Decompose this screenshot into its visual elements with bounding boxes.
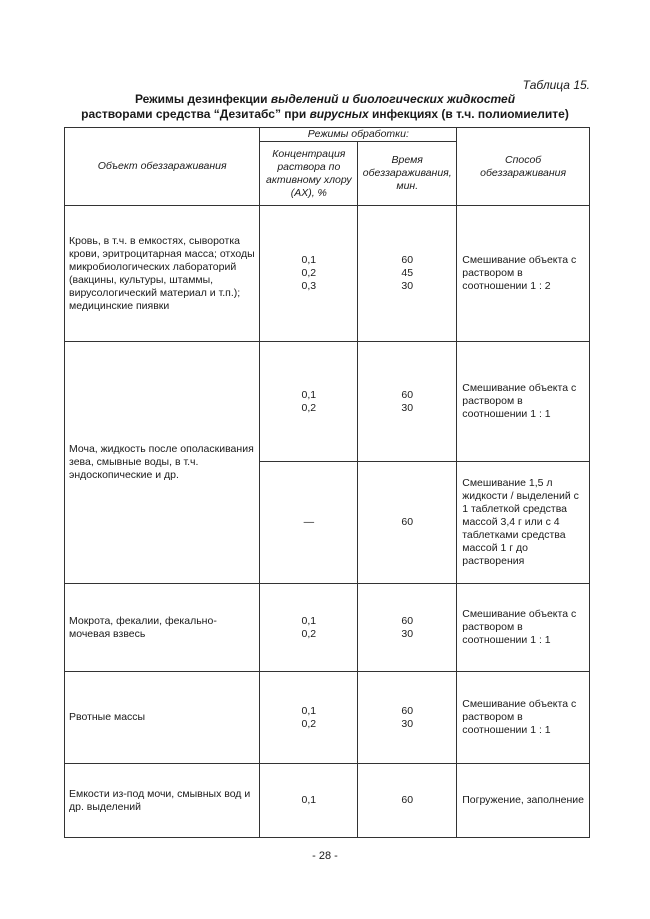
title-line-1: Режимы дезинфекции выделений и биологических жидкостей: [134, 92, 516, 106]
table-row: [65, 206, 590, 342]
row-object: Рвотные массы: [65, 672, 260, 764]
row-method: Погружение, заполнение: [457, 764, 590, 838]
table-number: Таблица 15.: [522, 78, 590, 92]
row-time: 60 30: [358, 672, 457, 764]
header-object: Объект обеззараживания: [65, 128, 260, 206]
row-time: 60 30: [358, 342, 457, 462]
table-title: [70, 92, 580, 122]
table-row: [65, 764, 590, 838]
row-concentration: 0,1 0,2 0,3: [260, 206, 358, 342]
row-time: 60 45 30: [358, 206, 457, 342]
header-time: Время обеззараживания, мин.: [358, 142, 457, 206]
row-method: Смешивание объекта с раствором в соотношении 1 : 2: [457, 206, 590, 342]
row-method: Смешивание объекта с раствором в соотношении 1 : 1: [457, 672, 590, 764]
row-time: 60 30: [358, 584, 457, 672]
row-concentration: 0,1: [260, 764, 358, 838]
header-regimes: Режимы обработки:: [260, 128, 457, 142]
row-object: Кровь, в т.ч. в емкостях, сыворотка крови, эритроцитарная масса; отходы микробиологических лабораторий (вакцины, культуры, штаммы, вирусологический материал и т.п.); медицинские пиявки: [65, 206, 260, 342]
disinfection-table: [64, 127, 590, 838]
row-time: 60: [358, 462, 457, 584]
row-object: Мокрота, фекалии, фекально-мочевая взвесь: [65, 584, 260, 672]
header-method: Способ обеззараживания: [457, 128, 590, 206]
row-object: Моча, жидкость после ополаскивания зева, смывные воды, в т.ч. эндоскопические и др.: [65, 342, 260, 584]
title-line-2: растворами средства “Дезитабс” при вирусных инфекциях (в т.ч. полиомиелите): [81, 107, 569, 121]
table-row: [65, 342, 590, 462]
table-row: [65, 672, 590, 764]
table-row: [65, 584, 590, 672]
row-object: Емкости из-под мочи, смывных вод и др. выделений: [65, 764, 260, 838]
page-number: - 28 -: [312, 850, 338, 862]
row-concentration: 0,1 0,2: [260, 342, 358, 462]
row-time: 60: [358, 764, 457, 838]
row-concentration: 0,1 0,2: [260, 584, 358, 672]
header-concentration: Концентрация раствора по активному хлору (АХ), %: [260, 142, 358, 206]
row-method: Смешивание объекта с раствором в соотношении 1 : 1: [457, 584, 590, 672]
row-concentration: 0,1 0,2: [260, 672, 358, 764]
row-method: Смешивание объекта с раствором в соотношении 1 : 1: [457, 342, 590, 462]
row-concentration: —: [260, 462, 358, 584]
row-method: Смешивание 1,5 л жидкости / выделений с 1 таблеткой средства массой 3,4 г или с 4 таблетками средства массой 1 г до растворения: [457, 462, 590, 584]
